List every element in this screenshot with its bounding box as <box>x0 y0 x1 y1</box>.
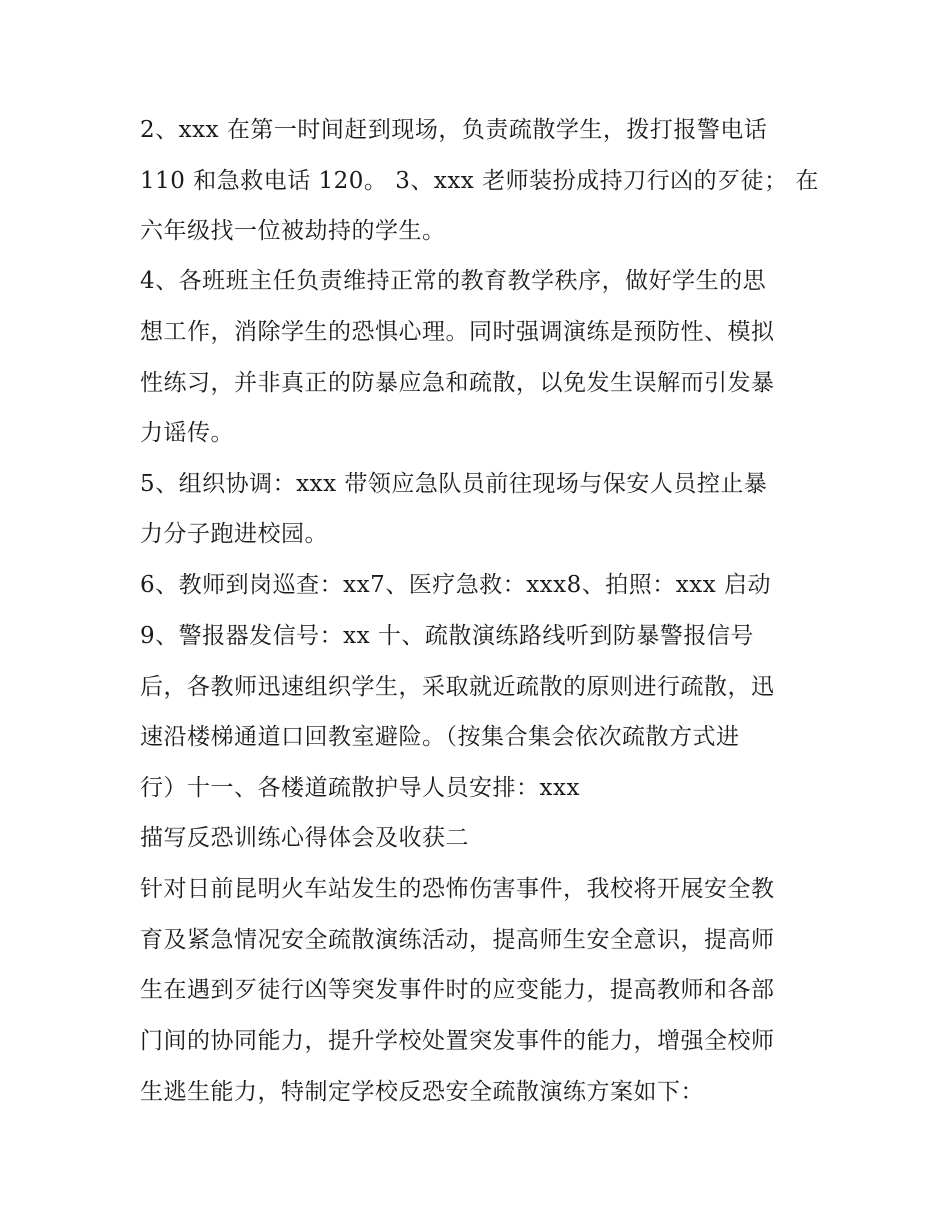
text-line: 后，各教师迅速组织学生，采取就近疏散的原则进行疏散，迅 <box>140 674 775 700</box>
text-line: 生在遇到歹徒行凶等突发事件时的应变能力，提高教师和各部 <box>140 977 775 1003</box>
text-line: 性练习，并非真正的防暴应急和疏散，以免发生误解而引发暴 <box>140 370 775 396</box>
text-line: 生逃生能力，特制定学校反恐安全疏散演练方案如下： <box>140 1079 704 1105</box>
text-line: 育及紧急情况安全疏散演练活动，提高师生安全意识，提高师 <box>140 927 775 953</box>
text-line: 110 和急救电话 120。 3、xxx 老师装扮成持刀行凶的歹徒； 在 <box>140 168 819 194</box>
text-line: 4、各班班主任负责维持正常的教育教学秩序，做好学生的思 <box>140 268 767 294</box>
text-line: 6、教师到岗巡查：xx7、医疗急救：xxx8、拍照：xxx 启动 <box>140 572 771 598</box>
section-heading: 描写反恐训练心得体会及收获二 <box>140 825 469 851</box>
text-line: 5、组织协调：xxx 带领应急队员前往现场与保安人员控止暴 <box>140 471 768 497</box>
text-line: 速沿楼梯通道口回教室避险。（按集合集会依次疏散方式进 <box>140 724 740 750</box>
text-line: 针对日前昆明火车站发生的恐怖伤害事件，我校将开展安全教 <box>140 876 775 902</box>
text-line: 行）十一、各楼道疏散护导人员安排：xxx <box>140 775 580 801</box>
text-line: 2、xxx 在第一时间赶到现场，负责疏散学生，拨打报警电话 <box>140 117 768 143</box>
text-line: 门间的协同能力，提升学校处置突发事件的能力，增强全校师 <box>140 1028 775 1054</box>
text-line: 想工作，消除学生的恐惧心理。同时强调演练是预防性、模拟 <box>140 319 775 345</box>
text-line: 力分子跑进校园。 <box>140 521 328 547</box>
text-line: 力谣传。 <box>140 420 234 446</box>
text-line: 六年级找一位被劫持的学生。 <box>140 218 446 244</box>
text-line: 9、警报器发信号：xx 十、疏散演练路线听到防暴警报信号 <box>140 623 754 649</box>
